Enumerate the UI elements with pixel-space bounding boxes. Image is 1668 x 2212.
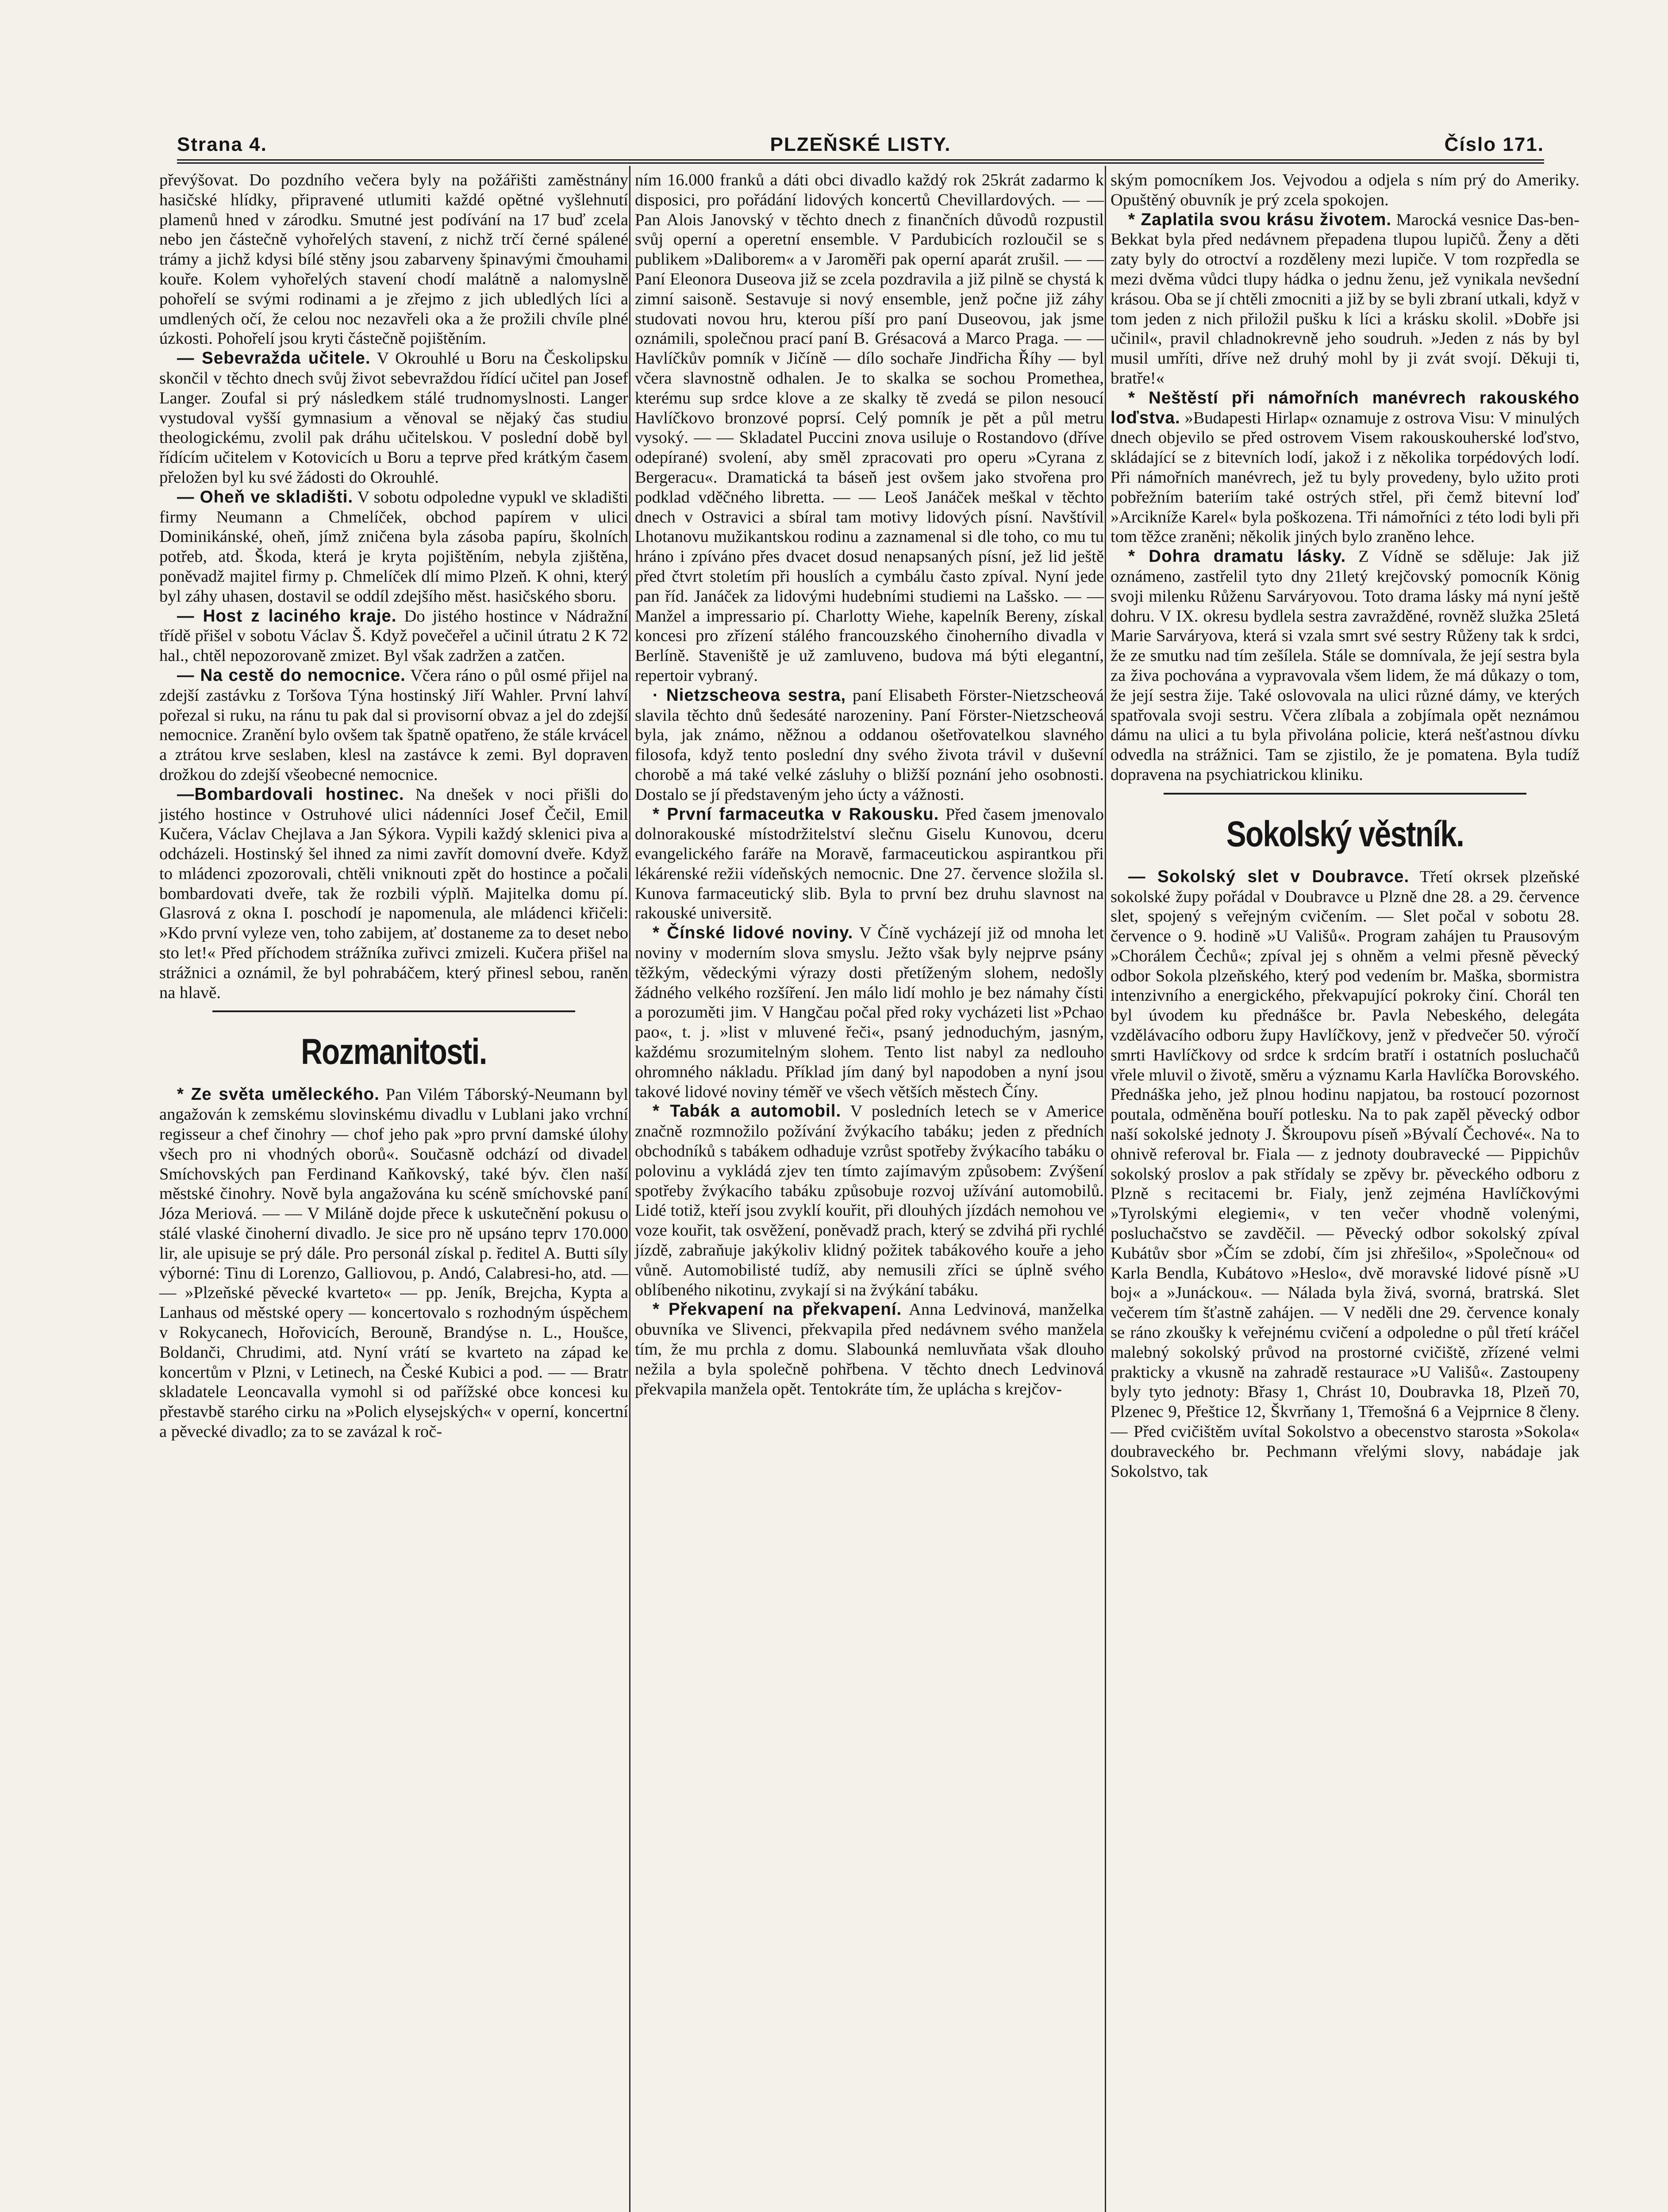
article-continuation: ním 16.000 franků a dáti obci divadlo každý rok 25krát zadarmo k disposici, pro pořádání lidových koncertů Chevillardových. — — Pan Alois Janovský v těchto dnech z finančních důvodů rozpustil svůj operní a operetní ensemble. V Pardubicích rozloučil se s publikem »Daliborem« a v Jaroměři pak operní aparát zrušil. — — Paní Eleonora Duseova již se zcela pozdravila a již pilně se chystá k zimní saisoně. Sestavuje si nový ensemble, jenž počne již záhy studovati novou hru, kterou píší pro paní Duseovou, jak jsme oznámili, společnou prací paní B. Grésacová a Marco Praga. — — Havlíčkův pomník v Jičíně — dílo sochaře Jindřicha Říhy — byl včera slavnostně odhalen. Je to skalka se sochou Promethea, kterému sup srdce klove a ze skalky tě zvedá se pilon nesoucí Havlíčkovo bronzové poprsí. Celý pomník je pět a půl metru vysoký. — — Skladatel Puccini znova usiluje o Rostandovo (dříve odepírané) svolení, aby směl zpracovati pro operu »Cyrana z Bergeracu«. Dramatická ta báseň jest ovšem jako stvořena pro podklad vděčného libretta. — — Leoš Janáček meškal v těchto dnech v Ostravici a sbíral tam motivy lidových písní. Navštívil Lhotanovu mužikantskou rodinu a zaznamenal si dle toho, co mu tu hráno i zpíváno přes dvacet dosud nenapsaných písní, jež lid ještě před čtvrt stoletím při houslích a cymbálu často zpíval. Nyní jede pan říd. Janáček za lidovými hudebními studiemi na Lašsko. — — Manžel a impressario pí. Charlotty Wiehe, kapelník Bereny, získal koncesi pro zřízení stálého francouzského činoherního divadla v Berlíně. Staveniště je už zamluveno, budova má býti elegantní, repertoir vybraný.	[635, 171, 1104, 685]
article-headline: * Čínské lidové noviny.	[653, 923, 853, 943]
article-body: »Budapesti Hirlap« oznamuje z ostrova Visu: V minulých dnech objevilo se před ostrovem Visem rakouskouherské loďstvo, skládající se z bitevních lodí, jakož i z několika torpédových lodí. Při námořních manévrech, jež tu byly provedeny, bylo užito proti pobřežním bateriím také ostrých střel, při čemž bitevní loď »Arcikníže Karel« byla poškozena. Tři námořníci z této lodi byli při tom těžce zraněni; několik jiných bylo zraněno lehce.	[1111, 408, 1580, 546]
article-host	[159, 607, 628, 666]
article-manevry	[1111, 388, 1580, 547]
column-2	[635, 170, 1104, 1399]
page-number: Strana 4.	[177, 134, 267, 155]
section-title-sokolsky: Sokolský věstník.	[1226, 814, 1464, 854]
article-nietzsche	[635, 686, 1104, 805]
column-divider-2	[1105, 166, 1106, 2212]
article-headline: * Zaplatila svou krásu životem.	[1128, 210, 1392, 229]
article-drama	[1111, 547, 1580, 785]
article-headline: — Na cestě do nemocnice.	[177, 665, 406, 685]
article-cinske-noviny	[635, 923, 1104, 1102]
article-body: Včera ráno o půl osmé přijel na zdejší zastávku z Toršova Týna hostinský Jiří Wahler. První lahví pořezal si ruku, na ránu tu pak dal si provisorní obvaz a jel do zdejší nemocnice. Zranění bylo ovšem tak špatně opatřeno, že stále krvácel a ztrátou krve seslaben, klesl na zastávce k zemi. Byl dopraven drožkou do zdejší všeobecné nemocnice.	[159, 666, 628, 784]
article-body: Z Vídně se sděluje: Jak již oznámeno, zastřelil tyto dny 21letý krejčovský pomocník König svoji milenku Růženu Sarváryovou. Toto drama lásky má nyní ještě dohru. V IX. okresu bydlela sestra zavražděné, rovněž služka 25letá Marie Sarváryova, která si vzala smrt své sestry Růženy tak k srdci, že ze smutku nad tím zešílela. Stále se domnívala, že její sestra byla za živa pochována a vypravovala všem lidem, že má důkazy o tom, že její sestra žije. Také oslovovala na ulici různé dámy, ve kterých spatřovala svoji sestru. Včera zlíbala a zobjímala opět neznámou dámu na ulici a tu byla přivolána policie, která nešťastnou dívku odvedla na strážnici. Tam se zjistilo, že je pomatena. Byla tudíž dopravena na psychiatrickou kliniku.	[1111, 547, 1580, 784]
article-body: Marocká vesnice Das-ben-Bekkat byla před nedávnem přepadena tlupou lupičů. Ženy a děti zaty byly do otroctví a rozděleny mezi lupiče. V tom rozpředla se mezi dvěma vůdci tlupy hádka o jednu ženu, jež vynikala nevšední krásou. Oba se jí chtěli zmocniti a již by se byli zbraní utkali, když v tom jeden z nich přiložil pušku k líci a krásku skolil. »Dobře jsi učinil«, pravil chladnokrevně jeho soudruh. »Jeden z nás by byl musil umříti, dříve než druhý mohl by ji zvát svojí. Děkuji ti, bratře!«	[1111, 210, 1580, 388]
article-krasa	[1111, 210, 1580, 388]
article-body: Do jistého hostince v Nádražní třídě přišel v sobotu Václav Š. Když povečeřel a učinil útratu 2 K 72 hal., chtěl nepozorovaně zmizet. Byl však zadržen a zatčen.	[159, 607, 628, 665]
article-continuation: převýšovat. Do pozdního večera byly na požářišti zaměstnány hasičské hlídky, připravené utlumiti každé opětné vyšlehnutí plamenů hned v zárodku. Smutné jest podívání na 17 buď zcela nebo jen částečně vyhořelých stavení, z nichž trčí černé spálené trámy a jichž kdysi bílé stěny jsou zabarveny špinavými čmouhami kouře. Kolem vyhořelých stavení chodí malátně a nalomyslně pohořelí se svými rodinami a je zřejmo z jich ubledlých líci a umdlených očí, že celou noc nezavřeli oka a že prožili chvíle plné úzkosti. Pohořelí jsou kryti částečně pojištěním.	[159, 171, 628, 348]
column-1	[159, 170, 628, 1442]
article-sebevrazda	[159, 349, 628, 488]
article-headline: * Ze světa uměleckého.	[177, 1085, 380, 1104]
issue-number: Číslo 171.	[1444, 134, 1544, 155]
article-ohen	[159, 488, 628, 607]
article-body: V Okrouhlé u Boru na Českolipsku skončil v těchto dnech svůj život sebevraždou řídící učitel pan Josef Langer. Zoufal si prý následkem stálé trudnomyslnosti. Langer vystudoval vyšší gymnasium a věnoval se nějaký čas studiu theologickému, zvolil pak dráhu učitelskou. V poslední době byl řídícím učitelem v Kotovicích u Boru a teprve před krátkým časem přeložen byl ku své žádosti do Okrouhlé.	[159, 349, 629, 487]
article-nemocnice	[159, 666, 628, 785]
article-farmaceutka	[635, 805, 1104, 924]
article-slet	[1111, 867, 1580, 1482]
article-body: Pan Vilém Táborský-Neumann byl angažován k zemskému slovinskému divadlu v Lublani jako vrchní regisseur a chef činohry — chof jeho pak »pro první damské úlohy všech pro ni vhodných oborů«. Současně odchází od divadel Smíchovských pan Ferdinand Kaňkovský, také býv. člen naší městské činohry. Nově byla angažována ku scéně smíchovské paní Józa Meriová. — — V Miláně dojde přece k uskutečnění pokusu o stálé vlaské činoherní divadlo. Je sice pro ně upsáno teprv 170.000 lir, ale upisuje se prý dále. Pro personál získal p. ředitel A. Butti síly výborné: Tinu di Lorenzo, Galliovou, p. Andó, Calabresi-ho, atd. — — »Plzeňské pěvecké kvarteto« — pp. Jeník, Brejcha, Kypta a Lanhaus od městské opery — koncertovalo s rozhodným úspěchem v Rokycanech, Hořovicích, Berouně, Brandýse n. L., Houšce, Boldanči, Chrudimi, atd. Nyní vrátí se kvarteto na západ ke koncertům v Plzni, v Letinech, na České Kubici a pod. — — Bratr skladatele Leoncavalla vymohl si od pařížské obce koncesi ku přestavbě starého cirku na »Polich elysejských« v operní, koncertní a pěvecké divadlo; za to se zavázal k roč-	[159, 1085, 628, 1441]
section-title-rozmanitosti: Rozmanitosti.	[301, 1032, 487, 1072]
article-headline: — Oheň ve skladišti.	[177, 487, 354, 507]
article-prekvapeni	[635, 1300, 1104, 1399]
section-divider	[1164, 793, 1526, 795]
article-body: paní Elisabeth Förster-Nietzscheová slavila těchto dnů šedesáté narozeniny. Paní Förster-Nietzscheová byla, jak známo, něžnou a oddanou ošetřovatelkou slavného filosofa, když tento poslední dny svého života trávil v duševní chorobě a má také velké zásluhy o bližší poznání jeho osobnosti. Dostalo se jí představeným jeho úcty a vážnosti.	[635, 686, 1104, 804]
article-headline: — Sokolský slet v Doubravce.	[1128, 867, 1410, 886]
article-headline: * Tabák a automobil.	[653, 1102, 842, 1121]
article-headline: * Neštěstí při námořních manévrech rakouského loďstva.	[1111, 388, 1580, 427]
article-body: Anna Ledvinová, manželka obuvníka ve Slivenci, překvapila před nedávnem svého manžela tím, že mu prchla z domu. Slabounká nemluvňata však dlouho nežila a byla společně pohřbena. V těchto dnech Ledvinová překvapila manžela opět. Tentokráte tím, že uplácha s krejčov-	[635, 1300, 1104, 1398]
article-body: V sobotu odpoledne vypukl ve skladišti firmy Neumann a Chmelíček, obchod papírem v ulici Dominikánské, oheň, jímž zničena byla zásoba papíru, školních potřeb, atd. Škoda, která je kryta pojištěním, nebyla zjištěna, poněvadž majitel firmy p. Chmelíček dlí mimo Plzeň. K ohni, který byl záhy uhasen, dostavil se oddíl zdejšího měst. hasičského sboru.	[159, 488, 628, 606]
article-headline: * První farmaceutka v Rakousku.	[653, 804, 939, 824]
article-body: Třetí okrsek plzeňské sokolské župy pořádal v Doubravce u Plzně dne 28. a 29. července slet, spojený s veřejným cvičením. — Slet počal v sobotu 28. července o 9. hodině »U Vališů«. Program zahájen tu Prausovým »Chorálem Čechů«; zpíval jej s ohněm a velmi přesně pěvecký odbor Sokola plzeňského, který pod vedením br. Maška, sbormistra intenzivního a energického, překvapující pokroky činí. Chorál ten byl úvodem ku přednášce br. Pavla Nebeského, delegáta vzdělávacího odboru župy Havlíčkovy, jenž v předvečer 50. výročí smrti Havlíčkovy od srdce k srdcím bratří i ostatních posluchačů vřele mluvil o životě, směru a významu Karla Havlíčka Borovského. Přednáška jeho, jež plnou hodinu napjatou, ba rostoucí pozornost poutala, odměněna bouří potlesku. Na to pak zapěl pěvecký odbor naší sokolské jednoty J. Škroupovu píseň »Bývalí Čechové«. Na to ohnivě referoval br. Fiala — z jednoty doubravecké — Pippichův sokolský proslov a pak střídaly se zpěvy br. pěveckého odboru z Plzně s recitacemi br. Fialy, jenž zejména Havlíčkovými »Tyrolskými elegiemi«, v ten večer vhodně volenými, posluchačstvo se zavděčil. — Pěvecký odbor sokolský zpíval Kubátův sbor »Čím se zdobí, čím jsi zhřešilo«, »Společnou« od Karla Bendla, Kubátovo »Heslo«, dvě moravské lidové písně »U boj« a »Junáckou«. — Nálada byla živá, svorná, bratrská. Slet večerem tím šťastně zahájen. — V neděli dne 29. července konaly se ráno zkoušky k veřejnému cvičení a odpoledne o půl třetí kráčel malebný sokolský průvod na prostorné cvičiště, zřízené velmi prakticky a vkusně na zahradě restaurace »U Vališů«. Zastoupeny byly tyto jednoty: Břasy 1, Chrást 10, Doubravka 18, Plzeň 70, Plzenec 9, Přeštice 12, Škvrňany 1, Třemošná 6 a Vejprnice 8 členy. — Před cvičištěm uvítal Sokolstvo a obecenstvo starosta »Sokola« doubraveckého br. Pechmann vřelými slovy, nabádaje jak Sokolstvo, tak	[1111, 867, 1580, 1481]
article-headline: — Sebevražda učitele.	[177, 349, 371, 368]
article-headline: * Překvapení na překvapení.	[653, 1300, 902, 1319]
column-divider-1	[629, 166, 630, 2212]
article-body: V Číně vycházejí již od mnoha let noviny v moderním slova smyslu. Ježto však byly nejprve psány těžkým, vědeckými výrazy dosti přetíženým slohem, nedošly žádného velkého rozšíření. Jen málo lidí mohlo je bez námahy čísti a porozuměti jim. V Hangčau počal před roky vycházeti list »Pchao pao«, t. j. »list v mluvené řeči«, psaný jednoduchým, jasným, každému srozumitelným slohem. Tento list nabyl za nedlouho ohromného nákladu. Příklad jím daný byl napodoben a nyní jsou takové lidové noviny téměř ve všech větších městech Číny.	[635, 924, 1104, 1101]
column-3	[1111, 170, 1580, 1481]
article-headline: · Nietzscheova sestra,	[653, 685, 846, 705]
newspaper-title: PLZEŇSKÉ LISTY.	[770, 134, 951, 155]
article-umelecky	[159, 1085, 628, 1441]
article-headline: —Bombardovali hostinec.	[177, 784, 404, 804]
article-body: Před časem jmenovalo dolnorakouské místodržitelství slečnu Giselu Kunovou, dceru evangelického faráře na Moravě, farmaceutickou aspirantkou při lékárenské režii vídeňských nemocnic. Dne 27. července složila sl. Kunova farmaceutický slib. Byla to první bez druhu slavnost na rakouské universitě.	[635, 805, 1104, 923]
article-headline: — Host z laciného kraje.	[177, 606, 397, 626]
article-body: Na dnešek v noci přišli do jistého hostince v Ostruhové ulici nádenníci Josef Čečil, Emil Kučera, Václav Chejlava a Jan Sýkora. Vypili každý sklenici piva a odcházeli. Hostinský šel ihned za nimi zavřít domovní dveře. Když to mládenci zpozorovali, chtěli vniknouti zpět do hostince a počali bombardovati dveře, tak že rozbili výplň. Majitelka domu pí. Glasrová z okna I. poschodí je napomenula, ale mládenci křičeli: »Kdo první vyleze ven, toho zabijem, ať dostaneme za to deset nebo sto let!« Před příchodem strážníka zuřivci zmizeli. Kučera přišel na strážnici a oznámil, že byl pohrabáčem, který přinesl sebou, raněn na hlavě.	[159, 785, 629, 1002]
article-tabak	[635, 1102, 1104, 1300]
article-continuation: ským pomocníkem Jos. Vejvodou a odjela s ním prý do Ameriky. Opuštěný obuvník je prý zcela spokojen.	[1111, 171, 1580, 209]
masthead	[177, 111, 1544, 164]
section-divider	[212, 1010, 575, 1012]
article-body: V posledních letech se v Americe značně rozmnožilo požívání žvýkacího tabáku; jeden z předních obchodníků s tabákem odhaduje vzrůst spotřeby žvýkacího tabáku o polovinu a vykládá zjev ten tímto zajímavým způsobem: Zvýšení spotřeby žvýkacího tabáku způsobuje rozvoj užívání automobilů. Lidé totiž, kteří jsou zvyklí kouřit, při dlouhých jízdách nemohou ve voze kouřit, tak osvěžení, poněvadž prach, který se zdvihá při rychlé jízdě, zabraňuje jakýkoliv klidný požitek tabákového kouře a jeho vůně. Automobilisté tudíž, aby nemusili zříci se úplně svého oblíbeného nikotinu, zvykají si na žvýkání tabáku.	[635, 1102, 1104, 1299]
article-bombardovali	[159, 785, 628, 1003]
article-headline: * Dohra dramatu lásky.	[1128, 547, 1346, 566]
